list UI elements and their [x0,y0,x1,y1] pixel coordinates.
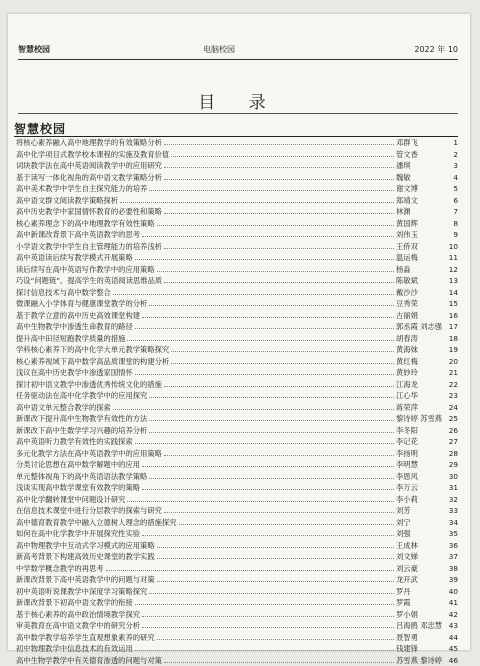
toc-entry [16,390,458,402]
journal-name: 智慧校园 [18,44,50,55]
toc-entry-page: 45 [442,643,458,655]
toc-entry-page: 39 [442,574,458,586]
toc-entry-author: 林渊 [396,206,442,218]
toc-entry-title: 中学数学概念教学的再思考 [16,563,104,575]
toc-entry-page: 6 [442,195,458,207]
toc-entry-author: 吕海鸥 邓忠慧 [396,620,442,632]
toc-entry-author: 管文香 [396,149,442,161]
toc-entry-page: 40 [442,586,458,598]
toc-entry-author: 李冬阳 [396,425,442,437]
toc-leader-dots [142,230,394,237]
toc-entry-page: 36 [442,540,458,552]
toc-leader-dots [149,587,394,594]
toc-leader-dots [171,150,394,157]
toc-entry-title: 高中语文群文阅读教学策略探析 [16,195,118,207]
toc-entry-page: 24 [442,402,458,414]
toc-leader-dots [142,610,394,617]
toc-entry-author: 王侨双 [396,241,442,253]
toc-entry-page: 4 [442,172,458,184]
toc-entry-author: 戴沙沙 [396,287,442,299]
toc-entry-author: 刘伟玉 [396,229,442,241]
toc-entry [16,264,458,276]
toc-leader-dots [171,345,394,352]
toc-entry-title: 浅议在高中历史教学中渗透家国情怀 [16,367,133,379]
toc-entry-title: 新课改背景下初高中语文教学的衔接 [16,597,133,609]
toc-entry-title: 高中英语听力教学有效性的实践探索 [16,436,133,448]
toc-entry-page: 25 [442,413,458,425]
page-title: 目 录 [8,88,470,113]
toc-entry-page: 10 [442,241,458,253]
toc-entry-author: 潘琪 [396,160,442,172]
toc-entry-title: 高中历史教学中家国情怀教育的必要性和策略 [16,206,162,218]
toc-entry-title: 高中英语读后续写教学模式开展策略 [16,252,133,264]
toc-entry [16,459,458,471]
toc-entry [16,540,458,552]
toc-entry-title: 核心素养理念下的高中地理教学有效性策略 [16,218,155,230]
toc-entry-author: 黄妙玲 [396,367,442,379]
toc-entry-title: 新高考背景下构建高效历史课堂的教学实践 [16,551,155,563]
toc-entry-title: 在信息技术课堂中进行分层教学的探索与研究 [16,505,162,517]
toc-entry-author: 李小莉 [396,494,442,506]
toc-entry-title: 任务驱动法在高中化学教学中的应用探究 [16,390,147,402]
toc-entry-page: 33 [442,505,458,517]
toc-leader-dots [149,426,394,433]
toc-entry-title: 基于读写一体化视角的高中语文教学策略分析 [16,172,162,184]
toc-leader-dots [157,265,394,272]
toc-entry [16,586,458,598]
toc-leader-dots [164,506,394,513]
toc-entry [16,218,458,230]
toc-entry-title: 初中英语听说课教学中深度学习策略探究 [16,586,147,598]
toc-entry-author: 李恩风 [396,471,442,483]
toc-entry-author: 胡春涛 [396,333,442,345]
toc-leader-dots [149,391,394,398]
toc-entry [16,287,458,299]
toc-entry-title: 小学语文教学中学生自主管理能力的培养浅析 [16,241,162,253]
toc-entry-page: 43 [442,620,458,632]
toc-entry-author: 钱建锋 [396,643,442,655]
toc-entry-title: 初中物理教学中信息技术的有效运用 [16,643,133,655]
toc-entry [16,241,458,253]
toc-entry-title: 巧设“问题链”，提高学生的英语阅读思维品质 [16,275,162,287]
toc-entry-title: 高中化学项目式教学校本课程的实施及教育价值 [16,149,169,161]
toc-leader-dots [179,518,394,525]
toc-entry-author: 江心华 [396,390,442,402]
toc-leader-dots [164,449,394,456]
toc-entry [16,379,458,391]
toc-entry-author: 龙开武 [396,574,442,586]
toc-entry-page: 44 [442,632,458,644]
toc-entry-page: 17 [442,321,458,333]
toc-leader-dots [164,380,394,387]
toc-entry-author: 李扬明 [396,448,442,460]
toc-entry-author: 刘强 [396,528,442,540]
toc-entry-author: 罗霞 [396,597,442,609]
toc-entry-title: 将核心素养融入高中地理教学的有效策略分析 [16,137,162,149]
toc-entry-page: 5 [442,183,458,195]
toc-entry-author: 黎诗婷 苏雪燕 [396,413,442,425]
toc-entry-page: 29 [442,459,458,471]
toc-entry [16,195,458,207]
toc-leader-dots [164,276,394,283]
toc-entry-author: 王成林 [396,540,442,552]
toc-entry-page: 16 [442,310,458,322]
toc-entry-title: 高中语文单元整合教学的探索 [16,402,111,414]
toc-entry-title: 探讨初中语文教学中渗透优秀传统文化的措施 [16,379,162,391]
toc-entry-author: 罗小娟 [396,609,442,621]
column-name: 电脑校园 [203,44,235,55]
toc-entry-page: 7 [442,206,458,218]
toc-entry-author: 黄国辉 [396,218,442,230]
toc-entry-title: 新课改背景下高中英语教学中的问题与对策 [16,574,155,586]
toc-leader-dots [164,656,394,663]
toc-entry-page: 11 [442,252,458,264]
toc-entry-author: 豆秀荣 [396,298,442,310]
toc-entry-title: 高中物理教学中互动式学习模式的应用策略 [16,540,155,552]
toc-leader-dots [113,403,394,410]
toc-entry [16,321,458,333]
toc-entry [16,149,458,161]
toc-entry [16,172,458,184]
toc-entry-page: 31 [442,482,458,494]
toc-entry-author: 苏雪燕 黎诗婷 [396,655,442,666]
toc-entry-page: 46 [442,655,458,666]
toc-entry [16,517,458,529]
toc-entry-author: 邓群飞 [396,137,442,149]
toc-leader-dots [157,219,394,226]
toc-entry [16,413,458,425]
toc-entry [16,333,458,345]
toc-entry-author: 郭丞霞 刘志强 [396,321,442,333]
running-head [18,44,458,58]
toc-leader-dots [164,207,394,214]
toc-entry-author: 杨淼 [396,264,442,276]
toc-leader-dots [135,368,394,375]
toc-entry [16,528,458,540]
toc-entry-author: 李记花 [396,436,442,448]
toc-leader-dots [149,472,394,479]
toc-entry [16,597,458,609]
issue-label: 2022 年 10 [414,44,458,55]
toc-entry-page: 8 [442,218,458,230]
toc-list [16,137,458,666]
toc-entry [16,402,458,414]
toc-leader-dots [113,288,394,295]
toc-entry-page: 2 [442,149,458,161]
toc-entry-author: 谢文博 [396,183,442,195]
toc-entry-page: 35 [442,528,458,540]
toc-leader-dots [142,483,394,490]
toc-leader-dots [157,552,394,559]
toc-leader-dots [149,414,394,421]
toc-leader-dots [164,173,394,180]
toc-entry-title: 审美教育在高中语文教学中的研究分析 [16,620,140,632]
toc-entry [16,137,458,149]
toc-entry-author: 黄海妹 [396,344,442,356]
toc-entry-author: 罗丹 [396,586,442,598]
toc-entry [16,482,458,494]
toc-entry-author: 聂智勇 [396,632,442,644]
toc-entry-author: 江海龙 [396,379,442,391]
toc-entry-page: 1 [442,137,458,149]
toc-entry-page: 15 [442,298,458,310]
toc-entry [16,632,458,644]
toc-entry [16,425,458,437]
toc-leader-dots [142,460,394,467]
toc-entry-author: 李明慧 [396,459,442,471]
toc-entry-title: 核心素养视域下高中数学高品质课堂的构建分析 [16,356,169,368]
toc-entry [16,298,458,310]
toc-entry-page: 28 [442,448,458,460]
toc-entry-page: 21 [442,367,458,379]
toc-entry-author: 魏敏 [396,172,442,184]
toc-entry [16,275,458,287]
toc-entry-title: 高中美术教学中学生自主探究能力的培养 [16,183,147,195]
toc-leader-dots [135,253,394,260]
toc-entry [16,367,458,379]
toc-entry-page: 3 [442,160,458,172]
toc-entry-page: 18 [442,333,458,345]
toc-entry-title: 高中生物教学中渗透生命教育的路径 [16,321,133,333]
toc-entry-title: 高中新课改背景下高中英语教学的思考 [16,229,140,241]
journal-page [8,14,470,650]
toc-entry-page: 27 [442,436,458,448]
toc-entry-page: 41 [442,597,458,609]
header-rule [18,59,458,60]
toc-leader-dots [164,242,394,249]
toc-entry-title: 分类讨论思想在高中数学解题中的应用 [16,459,140,471]
toc-entry [16,574,458,586]
toc-entry-author: 刘云豪 [396,563,442,575]
toc-leader-dots [164,161,394,168]
toc-entry-author: 古丽娟 [396,310,442,322]
toc-entry-author: 李万云 [396,482,442,494]
toc-leader-dots [142,621,394,628]
toc-entry [16,643,458,655]
toc-entry [16,471,458,483]
toc-entry-title: 新课改下提升高中生物教学有效性的方法 [16,413,147,425]
toc-entry-page: 19 [442,344,458,356]
toc-entry-author: 蒋荣萍 [396,402,442,414]
toc-entry [16,344,458,356]
toc-entry-page: 38 [442,563,458,575]
toc-leader-dots [171,357,394,364]
toc-entry-title: 高中数学教学培养学生直观想象素养的研究 [16,632,155,644]
toc-entry-title: 高中化学翻转课堂中问题设计研究 [16,494,125,506]
toc-entry [16,448,458,460]
toc-entry [16,551,458,563]
toc-entry-page: 34 [442,517,458,529]
toc-entry-page: 22 [442,379,458,391]
toc-entry [16,252,458,264]
toc-entry [16,436,458,448]
toc-entry-author: 郑靖文 [396,195,442,207]
toc-entry-title: 高中德育教育教学中融入立德树人理念的措施探究 [16,517,177,529]
section-title: 智慧校园 [14,120,66,137]
toc-leader-dots [127,334,394,341]
toc-leader-dots [135,437,394,444]
toc-entry-title: 多元化教学方法在高中英语教学中的应用策略 [16,448,162,460]
toc-entry [16,563,458,575]
toc-entry [16,206,458,218]
toc-entry-page: 23 [442,390,458,402]
toc-leader-dots [135,598,394,605]
toc-entry-page: 20 [442,356,458,368]
toc-leader-dots [135,644,394,651]
toc-entry-page: 32 [442,494,458,506]
toc-entry-title: 读后续写在高中英语写作教学中的应用策略 [16,264,155,276]
toc-entry-page: 13 [442,275,458,287]
toc-entry-title: 学科核心素养下的高中化学大单元教学策略探究 [16,344,169,356]
toc-entry-author: 刘文娣 [396,551,442,563]
toc-entry-title: 新课改下高中生数学学习兴趣的培养分析 [16,425,147,437]
toc-entry [16,609,458,621]
toc-leader-dots [106,564,394,571]
toc-entry [16,356,458,368]
toc-entry-page: 37 [442,551,458,563]
toc-leader-dots [142,529,394,536]
toc-entry-title: 单元整体视角下的高中英语语法教学策略 [16,471,147,483]
toc-entry-title: 浅谈实现高中数学课堂有效教学的策略 [16,482,140,494]
toc-entry-title: 探讨信息技术与高中数学整合 [16,287,111,299]
title-rule [18,113,458,114]
toc-entry [16,494,458,506]
toc-leader-dots [142,311,394,318]
toc-leader-dots [120,196,394,203]
toc-leader-dots [135,322,394,329]
toc-entry-page: 9 [442,229,458,241]
toc-leader-dots [149,184,394,191]
toc-entry-title: 高中生物学教学中有关德育渗透的问题与对策 [16,655,162,666]
toc-entry [16,229,458,241]
toc-entry-author: 刘芳 [396,505,442,517]
toc-entry-title: 基于教学立意的高中历史高效课堂构建 [16,310,140,322]
toc-entry [16,655,458,666]
toc-entry-title: 基于核心素养的高中政治情境教学探究 [16,609,140,621]
toc-entry [16,160,458,172]
toc-entry-author: 陈敏斌 [396,275,442,287]
toc-entry [16,183,458,195]
toc-entry-title: 微课融入小学体育与健康课堂教学的分析 [16,298,147,310]
toc-leader-dots [157,633,394,640]
toc-entry-title: 词块教学法在高中英语阅读教学中的应用研究 [16,160,162,172]
toc-leader-dots [157,575,394,582]
toc-leader-dots [149,299,394,306]
toc-entry-author: 黄红梅 [396,356,442,368]
toc-entry-page: 30 [442,471,458,483]
toc-leader-dots [127,495,394,502]
toc-entry-title: 如何在高中化学教学中开展探究性实验 [16,528,140,540]
toc-entry-page: 42 [442,609,458,621]
toc-entry-page: 12 [442,264,458,276]
toc-entry [16,620,458,632]
toc-entry-page: 14 [442,287,458,299]
toc-entry [16,505,458,517]
toc-entry-author: 温运梅 [396,252,442,264]
toc-leader-dots [157,541,394,548]
toc-entry-author: 刘宁 [396,517,442,529]
toc-leader-dots [164,138,394,145]
toc-entry-title: 提升高中田径短跑教学质量的措施 [16,333,125,345]
toc-entry [16,310,458,322]
toc-entry-page: 26 [442,425,458,437]
